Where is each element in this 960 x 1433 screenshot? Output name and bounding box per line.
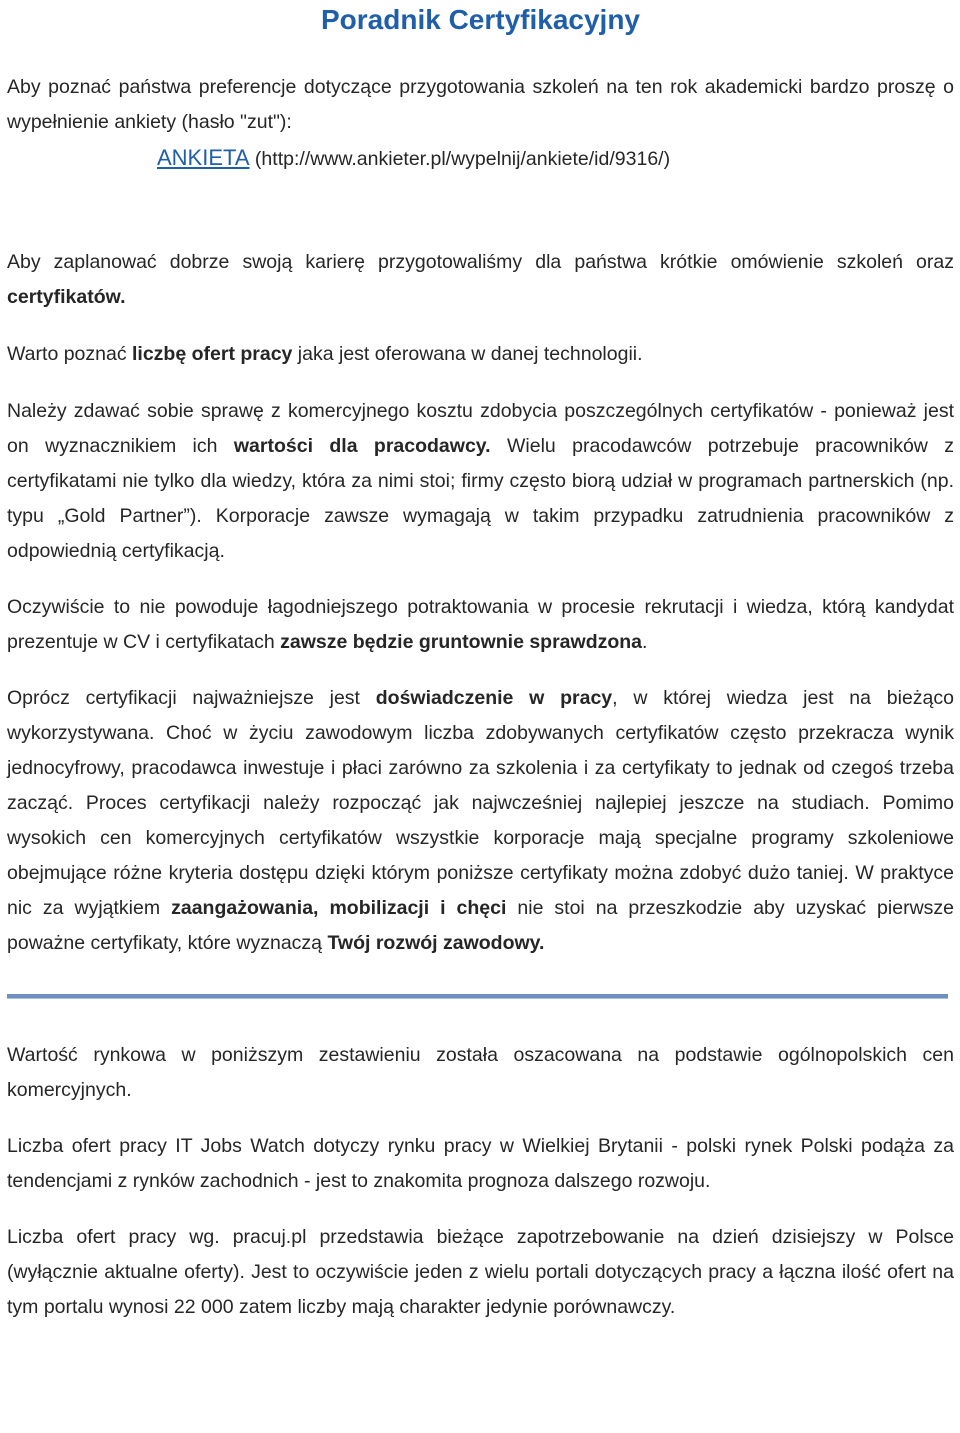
paragraph-itjobswatch: Liczba ofert pracy IT Jobs Watch dotyczy rynku pracy w Wielkiej Brytanii - polski rynek Polski podąża za tendencjami z rynków zachodnich - jest to znakomita prognoza dalszego rozwoju.	[7, 1135, 954, 1192]
paragraph-market-value: Wartość rynkowa w poniższym zestawieniu została oszacowana na podstawie ogólnopolskich cen komercyjnych.	[7, 1044, 954, 1101]
survey-paragraph: Aby poznać państwa preferencje dotyczące przygotowania szkoleń na ten rok akademicki bardzo proszę o wypełnienie ankiety (hasło "zut"):	[7, 76, 954, 133]
paragraph-job-offers	[7, 337, 954, 372]
text-span: .	[642, 631, 648, 653]
text-span: Warto poznać	[7, 343, 132, 365]
paragraph-recruitment	[7, 590, 954, 660]
bold-span: doświadczenie w pracy	[375, 687, 613, 709]
text-span: Oczywiście to nie powoduje łagodniejszego potraktowania w procesie rekrutacji i wiedza, którą kandydat prezentuje w CV i certyfikatach	[7, 596, 954, 653]
text-span: Aby zaplanować dobrze swoją karierę przygotowaliśmy dla państwa krótkie omówienie szkoleń oraz	[7, 251, 954, 273]
text-span: nie stoi na przeszkodzie aby uzyskać pierwsze poważne certyfikaty, które wyznaczą	[7, 897, 954, 954]
paragraph-experience	[7, 681, 954, 961]
section-divider	[7, 994, 948, 999]
text-span: Wielu pracodawców potrzebuje pracowników z certyfikatami nie tylko dla wiedzy, która za nimi stoi; firmy często biorą udział w programach partnerskich (np. typu „Gold Partner”). Korporacje zawsze wymagają w takim przypadku zatrudnienia pracowników z odpowiednią certyfikacją.	[7, 435, 955, 562]
bold-span: wartości dla pracodawcy.	[233, 435, 491, 457]
survey-link-line	[7, 140, 954, 177]
bold-span: zawsze będzie gruntownie sprawdzona	[280, 631, 643, 653]
bold-span: zaangażowania, mobilizacji i chęci	[171, 897, 507, 919]
paragraph-career	[7, 245, 954, 315]
bold-span: liczbę ofert pracy	[132, 343, 293, 365]
page-title: Poradnik Certyfikacyjny	[320, 4, 641, 35]
survey-link[interactable]: ANKIETA	[157, 145, 250, 170]
text-span: , w której wiedza jest na bieżąco wykorzystywana. Choć w życiu zawodowym liczba zdobywanych certyfikatów często przekracza wynik jednocyfrowy, pracodawca inwestuje i płaci zarówno za szkolenia i za certyfikaty to jednak od czegoś trzeba zacząć. Proces certyfikacji należy rozpocząć jak najwcześniej najlepiej jeszcze na studiach. Pomimo wysokich cen komercyjnych certyfikatów wszystkie korporacje mają specjalne programy szkoleniowe obejmujące różne kryteria dostępu dzięki którym poniższe certyfikaty można zdobyć dużo taniej. W praktyce nic za wyjątkiem	[7, 687, 954, 919]
paragraph-cost	[7, 394, 954, 569]
text-span: Oprócz certyfikacji najważniejsze jest	[7, 687, 376, 709]
bold-span: certyfikatów.	[7, 286, 126, 308]
paragraph-pracuj: Liczba ofert pracy wg. pracuj.pl przedstawia bieżące zapotrzebowanie na dzień dzisiejszy w Polsce (wyłącznie aktualne oferty). Jest to oczywiście jeden z wielu portali dotyczących pracy a łączna ilość ofert na tym portalu wynosi 22 000 zatem liczby mają charakter jedynie porównawczy.	[7, 1226, 954, 1318]
text-span: jaka jest oferowana w danej technologii.	[292, 343, 643, 365]
text-span: Należy zdawać sobie sprawę z komercyjnego kosztu zdobycia poszczególnych certyfikatów - ponieważ jest on wyznacznikiem ich	[7, 400, 954, 457]
survey-url-text: (http://www.ankieter.pl/wypelnij/ankiete/id/9316/)	[249, 148, 671, 170]
bold-span: Twój rozwój zawodowy.	[327, 932, 545, 954]
